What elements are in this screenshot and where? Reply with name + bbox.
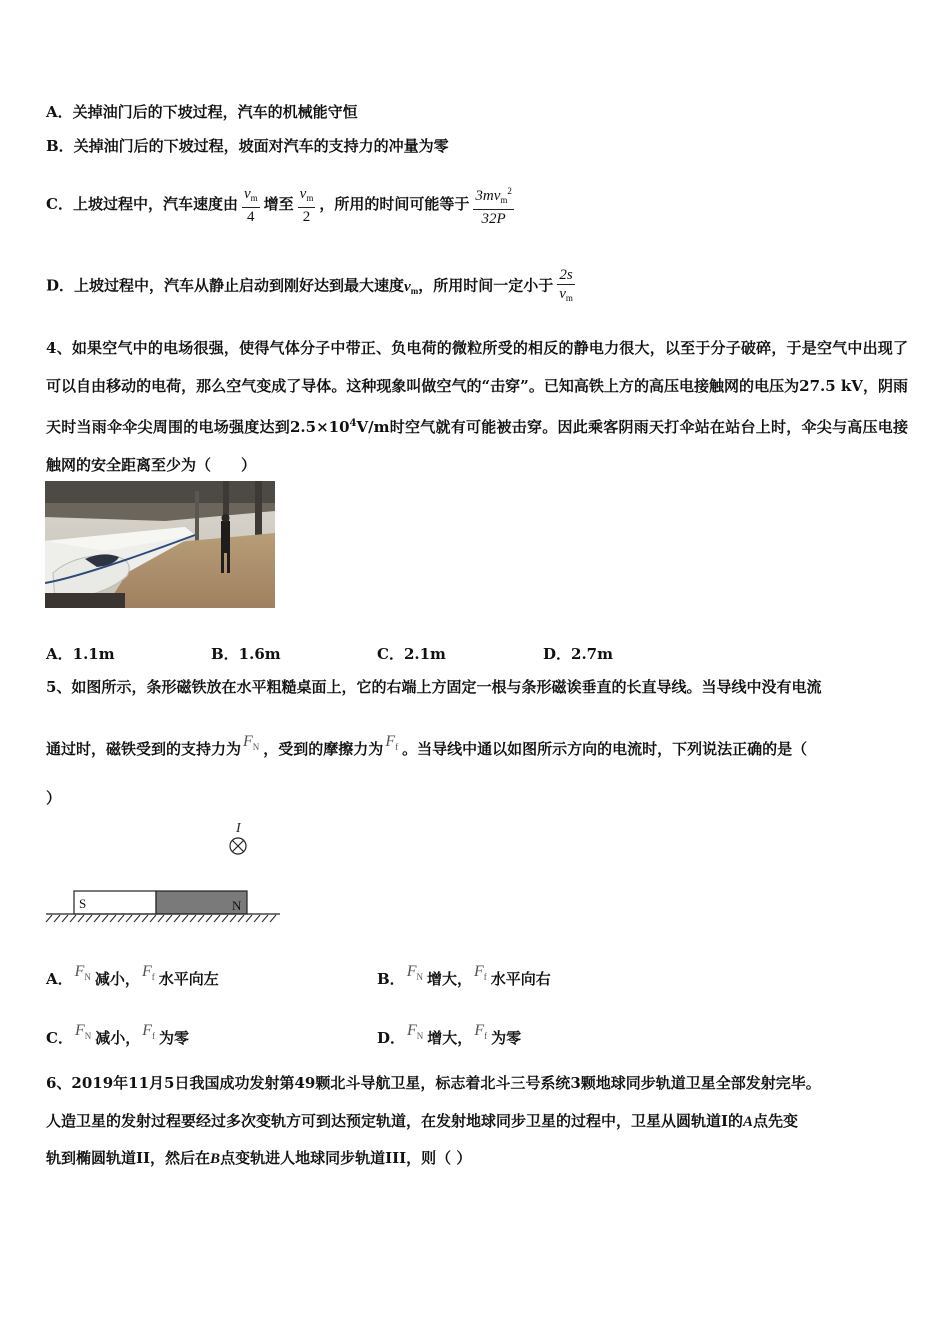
q3-c-frac-vm-over-4: $\frac{v_m}{4}$ <box>243 185 258 225</box>
q3-option-a: A．关掉油门后的下坡过程，汽车的机械能守恒 <box>46 103 358 121</box>
q6-stem-line2: 人造卫星的发射过程要经过多次变轨方可到达预定轨道，在发射地球同步卫星的过程中，卫星从圆轨道I的A点先变 <box>46 1112 799 1130</box>
q6-stem-line3: 轨到椭圆轨道II，然后在B点变轨进人地球同步轨道III，则（ ） <box>46 1149 472 1167</box>
q3-d-frac: $\frac{2s}{v_m}$ <box>559 267 573 303</box>
q3-option-c <box>46 182 518 228</box>
s-pole-label: S <box>79 896 87 911</box>
q3-d-var: $v_m$ <box>404 278 419 296</box>
q5-stem-line1: 5、如图所示，条形磁铁放在水平粗糙桌面上，它的右端上方固定一根与条形磁诶垂直的长直导线。当导线中没有电流 <box>46 678 822 696</box>
symbol-Ff: $F_f$ <box>385 733 399 752</box>
q5-option-b: B． $F_N$ 增大， $F_f$ 水平向右 <box>377 963 551 988</box>
current-into-page-icon <box>230 838 246 854</box>
q6-stem-line1: 6、2019年11月5日我国成功发射第49颗北斗导航卫星，标志着北斗三号系统3颗地球同步轨道卫星全部发射完毕。 <box>46 1074 821 1092</box>
q3-option-b: B．关掉油门后的下坡过程，坡面对汽车的支持力的冲量为零 <box>46 137 449 155</box>
magnet-s-half <box>74 891 156 914</box>
q3-d-prefix: D．上坡过程中，汽车从静止启动到刚好达到最大速度 <box>46 276 405 295</box>
q5-option-c: C． $F_N$ 减小， $F_f$ 为零 <box>46 1022 190 1047</box>
q3-c-prefix: C．上坡过程中，汽车速度由 <box>46 195 238 213</box>
n-pole-label: N <box>232 898 242 913</box>
q5-option-d: D． $F_N$ 增大， $F_f$ 为零 <box>377 1022 522 1047</box>
q3-d-suffix: ，所用时间一定小于 <box>418 276 554 295</box>
q3-c-frac-vm-over-2: $\frac{v_m}{2}$ <box>299 185 314 225</box>
q4-option-d: D．2.7m <box>543 645 613 663</box>
q3-c-mid: 增至 <box>263 195 294 213</box>
q4-stem: 4、如果空气中的电场很强，使得气体分子中带正、负电荷的微粒所受的相反的静电力很大，以至于分子破碎，于是空气中出现了可以自由移动的电荷，那么空气变成了导体。这种现象叫做空气的“击穿”。已知高铁上方的高压电接触网的电压为27.5 kV，阴雨天时当雨伞伞尖周围的电场强度达到$2.5\times 10^4V/m$时空气就有可能被击穿。因此乘客阴雨天打伞站在站台上时，伞尖与高压电接触网的安全距离至少为（ ） <box>46 339 908 474</box>
q3-c-suffix: ，所用的时间可能等于 <box>319 195 470 213</box>
q4-option-b: B．1.6m <box>211 645 281 663</box>
magnet-diagram <box>40 815 290 930</box>
table-hatching <box>46 915 276 922</box>
current-label: I <box>236 821 241 836</box>
train-photo <box>45 481 275 608</box>
q5-stem-line2: 通过时，磁铁受到的支持力为 $F_N$ ，受到的摩擦力为 $F_f$ 。当导线中通以如图所示方向的电流时，下列说法正确的是（ <box>46 733 808 758</box>
q4-option-c: C．2.1m <box>377 645 446 663</box>
q3-c-frac-time: $\frac{3mv_m^2}{32P}$ <box>473 182 514 228</box>
q3-option-d <box>46 266 579 307</box>
q4-option-a: A．1.1m <box>46 645 115 663</box>
symbol-FN: $F_N$ <box>243 733 260 752</box>
q5-option-a: A． $F_N$ 减小， $F_f$ 水平向左 <box>46 963 219 988</box>
q5-stem-line3: ） <box>46 789 62 807</box>
